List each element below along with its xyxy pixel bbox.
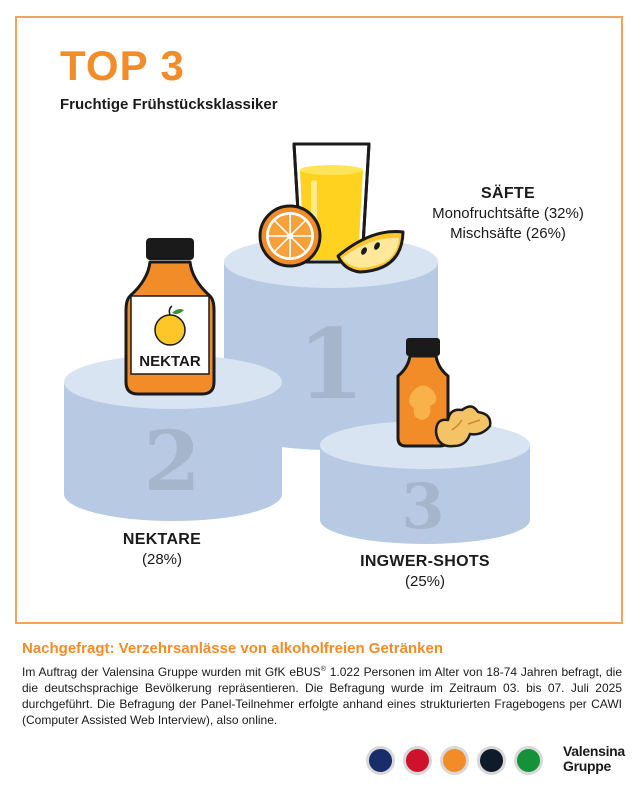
- podium-number-2: 2: [143, 414, 201, 510]
- brand-circle: [403, 746, 432, 775]
- podium-number-3: 3: [401, 470, 445, 543]
- label-saefte: [408, 184, 608, 244]
- item-name: INGWER-SHOTS: [360, 553, 490, 570]
- brand-circle: [514, 746, 543, 775]
- item-name: SÄFTE: [481, 185, 535, 202]
- item-detail: (28%): [141, 551, 182, 568]
- label-ingwer-shots: [330, 552, 520, 592]
- label-nektare: [72, 530, 252, 570]
- bottle-label: NEKTAR: [139, 353, 201, 370]
- page-title: TOP 3: [60, 42, 185, 89]
- brand-circle: [366, 746, 395, 775]
- item-name: NEKTARE: [122, 531, 202, 548]
- brand-logo: [563, 744, 625, 774]
- page-subtitle: Fruchtige Frühstücksklassiker: [60, 96, 278, 113]
- item-detail: (25%): [404, 573, 445, 590]
- podium-number-1: 1: [297, 308, 365, 421]
- nectar-bottle-icon: [126, 238, 214, 394]
- orange-slice-icon: [260, 206, 320, 266]
- brand-line1: Valensina: [563, 743, 625, 759]
- item-detail: Monofruchtsäfte (32%): [432, 205, 584, 222]
- brand-circle: [440, 746, 469, 775]
- footer-title: Nachgefragt: Verzehrsanlässe von alkoholfreien Getränken: [22, 640, 443, 657]
- footer-text: Im Auftrag der Valensina Gruppe wurden mit GfK eBUS® 1.022 Personen im Alter von 18-74 Jahren befragt, die die deutschsprachige Bevölkerung repräsentieren. Die Befragung wurde im Zeitraum 03. bis 07. Juli 2025 durchgeführt. Die Befragung der Panel-Teilnehmer erfolgte anhand eines strukturierten Fragebogens per CAWI (Computer Assisted Web Interview), also online.: [22, 665, 623, 727]
- brand-line2: Gruppe: [563, 758, 611, 774]
- item-detail: Mischsäfte (26%): [450, 225, 566, 242]
- brand-circle: [477, 746, 506, 775]
